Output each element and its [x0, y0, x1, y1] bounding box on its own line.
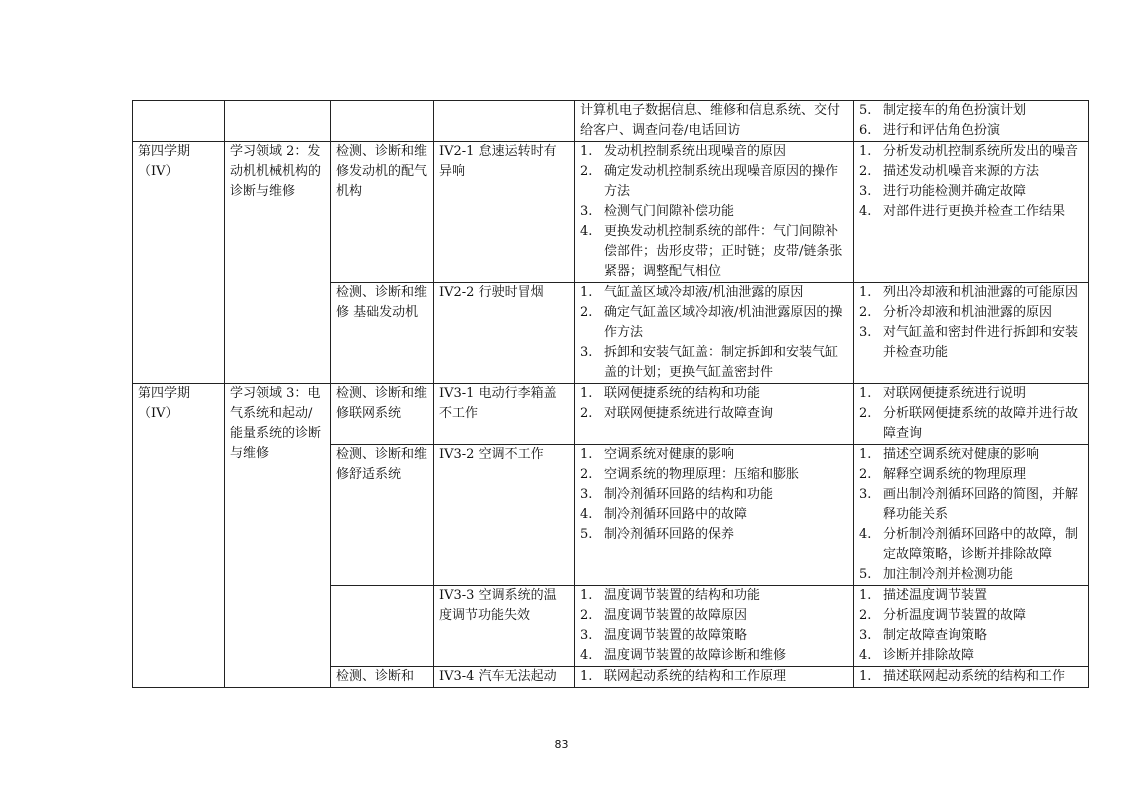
list-item-text: 联网起动系统的结构和工作原理	[604, 669, 787, 684]
learning-situation-cell: 检测、诊断和	[331, 667, 434, 688]
list-item	[580, 525, 848, 545]
list-item-number: 2.	[859, 608, 872, 623]
semester-cell	[133, 101, 225, 142]
list-item-text: 描述温度调节装置	[883, 588, 988, 603]
goals-list	[859, 384, 1083, 444]
semester-cell: 第四学期（IV）	[133, 384, 225, 688]
task-cell: IV3-4 汽车无法起动	[434, 667, 575, 688]
list-item-text: 联网便捷系统的结构和功能	[604, 386, 761, 401]
list-item-number: 5.	[859, 567, 872, 582]
task-cell: IV3-3 空调系统的温度调节功能失效	[434, 586, 575, 667]
list-item-text: 温度调节装置的故障原因	[604, 608, 748, 623]
list-item-number: 3.	[580, 204, 593, 219]
content-cell	[575, 384, 854, 445]
list-item-number: 1.	[859, 669, 872, 684]
list-item-text: 列出冷却液和机油泄露的可能原因	[883, 285, 1079, 300]
list-item-number: 3.	[580, 487, 593, 502]
list-item-number: 5.	[859, 103, 872, 118]
list-item-text: 描述发动机噪音来源的方法	[883, 164, 1040, 179]
list-item-number: 6.	[859, 123, 872, 138]
list-item-text: 制冷剂循环回路中的故障	[604, 507, 748, 522]
list-item	[580, 162, 848, 202]
list-item-text: 空调系统的物理原理：压缩和膨胀	[604, 467, 800, 482]
list-item-number: 2.	[580, 406, 593, 421]
list-item-text: 描述空调系统对健康的影响	[883, 447, 1040, 462]
list-item	[859, 445, 1083, 465]
goals-list	[859, 101, 1083, 141]
list-item-number: 4.	[580, 507, 593, 522]
goals-cell	[854, 667, 1089, 688]
list-item-text: 进行功能检测并确定故障	[883, 184, 1027, 199]
list-item-number: 1.	[580, 285, 593, 300]
task-cell	[434, 101, 575, 142]
table-row	[133, 384, 1089, 445]
list-item-number: 1.	[580, 144, 593, 159]
content-cell	[575, 445, 854, 586]
list-item	[859, 525, 1083, 565]
list-item-number: 3.	[859, 628, 872, 643]
list-item	[859, 404, 1083, 444]
list-item	[580, 465, 848, 485]
content-cell	[575, 101, 854, 142]
list-item-text: 对部件进行更换并检查工作结果	[883, 204, 1066, 219]
list-item-text: 制定故障查询策略	[883, 628, 988, 643]
list-item	[580, 445, 848, 465]
content-list	[580, 101, 848, 141]
goals-cell	[854, 142, 1089, 283]
goals-cell	[854, 586, 1089, 667]
task-cell: IV3-2 空调不工作	[434, 445, 575, 586]
list-item-number: 1.	[859, 144, 872, 159]
list-item-text: 解释空调系统的物理原理	[883, 467, 1027, 482]
page-number: 83	[554, 738, 569, 751]
list-item	[859, 303, 1083, 323]
list-item-text: 确定气缸盖区域冷却液/机油泄露原因的操作方法	[604, 305, 843, 340]
list-item-number: 3.	[580, 628, 593, 643]
list-item	[859, 162, 1083, 182]
table-row	[133, 101, 1089, 142]
list-item-text: 画出制冷剂循环回路的简图，并解释功能关系	[883, 487, 1079, 522]
list-item-number: 5.	[580, 527, 593, 542]
goals-list	[859, 142, 1083, 222]
list-item-number: 3.	[580, 345, 593, 360]
list-item-text: 对联网便捷系统进行说明	[883, 386, 1027, 401]
content-list	[580, 586, 848, 666]
list-item-text: 检测气门间隙补偿功能	[604, 204, 735, 219]
list-item-text: 发动机控制系统出现噪音的原因	[604, 144, 787, 159]
list-item-number: 3.	[859, 487, 872, 502]
list-item-number: 1.	[859, 588, 872, 603]
content-cell	[575, 667, 854, 688]
list-item-number: 2.	[580, 164, 593, 179]
list-item-text: 分析冷却液和机油泄露的原因	[883, 305, 1053, 320]
list-item	[580, 586, 848, 606]
list-item-text: 制定接车的角色扮演计划	[883, 103, 1027, 118]
list-item-number: 4.	[859, 648, 872, 663]
list-item	[859, 142, 1083, 162]
list-item-number: 1.	[580, 386, 593, 401]
list-item-number: 1.	[859, 447, 872, 462]
list-item	[859, 667, 1083, 687]
list-item	[859, 565, 1083, 585]
goals-list	[859, 667, 1083, 687]
learning-situation-cell: 检测、诊断和维修联网系统	[331, 384, 434, 445]
list-item	[580, 485, 848, 505]
goals-cell	[854, 101, 1089, 142]
list-item-text: 诊断并排除故障	[883, 648, 975, 663]
goals-list	[859, 445, 1083, 585]
list-item-number: 4.	[580, 648, 593, 663]
content-list	[580, 384, 848, 424]
list-item	[859, 202, 1083, 222]
list-item-number: 1.	[859, 386, 872, 401]
list-item-text: 加注制冷剂并检测功能	[883, 567, 1014, 582]
list-item-text: 更换发动机控制系统的部件：气门间隙补偿部件；齿形皮带；正时链；皮带/链条张紧器；调整配气相位	[604, 224, 843, 279]
content-list	[580, 142, 848, 282]
learning-situation-cell: 检测、诊断和维修舒适系统	[331, 445, 434, 586]
list-item	[580, 283, 848, 303]
goals-list	[859, 586, 1083, 666]
list-item-number: 1.	[580, 588, 593, 603]
list-item-number: 2.	[859, 467, 872, 482]
list-item	[580, 626, 848, 646]
list-item	[859, 101, 1083, 121]
list-item	[859, 182, 1083, 202]
list-item	[859, 465, 1083, 485]
task-cell: IV2-2 行驶时冒烟	[434, 283, 575, 384]
list-item-number: 2.	[859, 406, 872, 421]
list-item-number: 1.	[580, 669, 593, 684]
list-item	[859, 626, 1083, 646]
list-item-text: 分析发动机控制系统所发出的噪音	[883, 144, 1079, 159]
list-item-text: 分析温度调节装置的故障	[883, 608, 1027, 623]
list-item	[580, 384, 848, 404]
list-item	[580, 505, 848, 525]
list-item	[580, 646, 848, 666]
learning-situation-cell: 检测、诊断和维修 基础发动机	[331, 283, 434, 384]
learning-field-cell: 学习领域 3：电气系统和起动/能量系统的诊断与维修	[225, 384, 331, 688]
content-list	[580, 445, 848, 545]
goals-cell	[854, 384, 1089, 445]
list-item	[859, 485, 1083, 525]
list-item-text: 描述联网起动系统的结构和工作	[883, 669, 1066, 684]
list-item-number: 2.	[580, 608, 593, 623]
list-item-text: 分析联网便捷系统的故障并进行故障查询	[883, 406, 1079, 441]
list-item-text: 空调系统对健康的影响	[604, 447, 735, 462]
list-item	[580, 142, 848, 162]
list-item	[580, 101, 848, 141]
list-item	[859, 606, 1083, 626]
learning-field-cell	[225, 101, 331, 142]
content-list	[580, 667, 848, 687]
list-item-number: 2.	[859, 164, 872, 179]
learning-situation-cell	[331, 101, 434, 142]
list-item-number: 2.	[580, 467, 593, 482]
task-cell: IV3-1 电动行李箱盖不工作	[434, 384, 575, 445]
list-item-text: 分析制冷剂循环回路中的故障，制定故障策略，诊断并排除故障	[883, 527, 1079, 562]
list-item	[580, 222, 848, 282]
content-cell	[575, 586, 854, 667]
list-item-number: 4.	[859, 204, 872, 219]
semester-cell: 第四学期（IV）	[133, 142, 225, 384]
list-item-number: 4.	[859, 527, 872, 542]
list-item-text: 温度调节装置的故障策略	[604, 628, 748, 643]
list-item-text: 对联网便捷系统进行故障查询	[604, 406, 774, 421]
list-item	[580, 606, 848, 626]
list-item-text: 制冷剂循环回路的保养	[604, 527, 735, 542]
list-item	[580, 343, 848, 383]
goals-list	[859, 283, 1083, 363]
list-item-text: 温度调节装置的结构和功能	[604, 588, 761, 603]
list-item	[859, 646, 1083, 666]
content-cell	[575, 283, 854, 384]
list-item	[580, 303, 848, 343]
list-item	[859, 323, 1083, 363]
list-item	[580, 202, 848, 222]
list-item	[580, 667, 848, 687]
learning-situation-cell	[331, 586, 434, 667]
curriculum-table	[132, 100, 1089, 688]
learning-field-cell: 学习领域 2：发动机机械机构的诊断与维修	[225, 142, 331, 384]
list-item	[859, 121, 1083, 141]
list-item-text: 进行和评估角色扮演	[883, 123, 1001, 138]
list-item-number: 1.	[580, 447, 593, 462]
list-item	[859, 586, 1083, 606]
list-item-text: 温度调节装置的故障诊断和维修	[604, 648, 787, 663]
task-cell: IV2-1 怠速运转时有异响	[434, 142, 575, 283]
list-item-number: 2.	[859, 305, 872, 320]
learning-situation-cell: 检测、诊断和维修发动机的配气机构	[331, 142, 434, 283]
list-item-text: 确定发动机控制系统出现噪音原因的操作方法	[604, 164, 839, 199]
list-item-number: 3.	[859, 325, 872, 340]
list-item-number: 1.	[859, 285, 872, 300]
list-item-text: 气缸盖区域冷却液/机油泄露的原因	[604, 285, 804, 300]
list-item-text: 拆卸和安装气缸盖：制定拆卸和安装气缸盖的计划；更换气缸盖密封件	[604, 345, 839, 380]
list-item-number: 3.	[859, 184, 872, 199]
content-list	[580, 283, 848, 383]
table-row	[133, 142, 1089, 283]
list-item-text: 计算机电子数据信息、维修和信息系统、交付给客户、调查问卷/电话回访	[580, 103, 841, 138]
list-item-number: 4.	[580, 224, 593, 239]
list-item	[859, 384, 1083, 404]
list-item-text: 制冷剂循环回路的结构和功能	[604, 487, 774, 502]
list-item	[580, 404, 848, 424]
list-item-text: 对气缸盖和密封件进行拆卸和安装并检查功能	[883, 325, 1079, 360]
goals-cell	[854, 283, 1089, 384]
list-item	[859, 283, 1083, 303]
list-item-number: 2.	[580, 305, 593, 320]
content-cell	[575, 142, 854, 283]
goals-cell	[854, 445, 1089, 586]
